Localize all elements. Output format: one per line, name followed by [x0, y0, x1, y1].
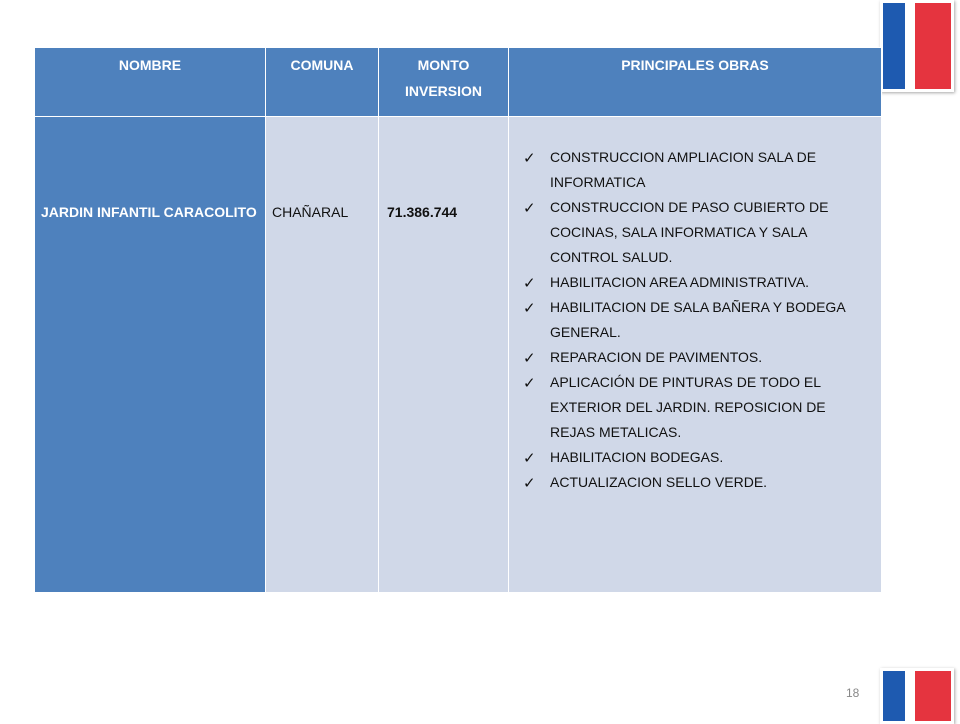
check-icon: ✓ — [523, 349, 536, 367]
list-item — [519, 145, 871, 195]
list-item — [519, 370, 871, 445]
flag-blue-stripe — [883, 671, 905, 721]
obra-text: HABILITACION AREA ADMINISTRATIVA. — [550, 274, 810, 290]
cell-nombre: JARDIN INFANTIL CARACOLITO — [35, 117, 266, 593]
list-item — [519, 295, 871, 345]
projects-table-wrapper — [34, 47, 881, 593]
obra-text: REPARACION DE PAVIMENTOS. — [550, 349, 763, 365]
table-header-row — [35, 48, 882, 117]
obra-text: HABILITACION DE SALA BAÑERA Y BODEGA GENERAL. — [550, 299, 845, 340]
list-item — [519, 345, 871, 370]
check-icon: ✓ — [523, 149, 536, 167]
page-number: 18 — [846, 686, 860, 700]
obra-text: APLICACIÓN DE PINTURAS DE TODO EL EXTERIOR DEL JARDIN. REPOSICION DE REJAS METALICAS. — [550, 374, 826, 440]
flag-blue-stripe — [883, 3, 905, 89]
check-icon: ✓ — [523, 474, 536, 492]
obra-text: CONSTRUCCION AMPLIACION SALA DE INFORMATICA — [550, 149, 817, 190]
flag-white-stripe — [905, 3, 915, 89]
flag-red-stripe — [915, 671, 951, 721]
obras-list — [519, 145, 871, 495]
cell-obras — [509, 117, 882, 593]
flag-red-stripe — [915, 3, 951, 89]
check-icon: ✓ — [523, 449, 536, 467]
obra-text: HABILITACION BODEGAS. — [550, 449, 724, 465]
check-icon: ✓ — [523, 299, 536, 317]
check-icon: ✓ — [523, 274, 536, 292]
list-item — [519, 445, 871, 470]
cell-monto: 71.386.744 — [379, 117, 509, 593]
header-obras: PRINCIPALES OBRAS — [509, 48, 882, 117]
header-nombre: NOMBRE — [35, 48, 266, 117]
check-icon: ✓ — [523, 199, 536, 217]
projects-table — [34, 47, 882, 593]
header-comuna: COMUNA — [266, 48, 379, 117]
list-item — [519, 195, 871, 270]
flag-top-decoration — [880, 0, 954, 92]
cell-comuna: CHAÑARAL — [266, 117, 379, 593]
obra-text: CONSTRUCCION DE PASO CUBIERTO DE COCINAS, SALA INFORMATICA Y SALA CONTROL SALUD. — [550, 199, 829, 265]
list-item — [519, 270, 871, 295]
flag-bottom-decoration — [880, 668, 954, 724]
check-icon: ✓ — [523, 374, 536, 392]
table-row — [35, 117, 882, 593]
flag-white-stripe — [905, 671, 915, 721]
obra-text: ACTUALIZACION SELLO VERDE. — [550, 474, 768, 490]
list-item — [519, 470, 871, 495]
header-monto: MONTO INVERSION — [379, 48, 509, 117]
